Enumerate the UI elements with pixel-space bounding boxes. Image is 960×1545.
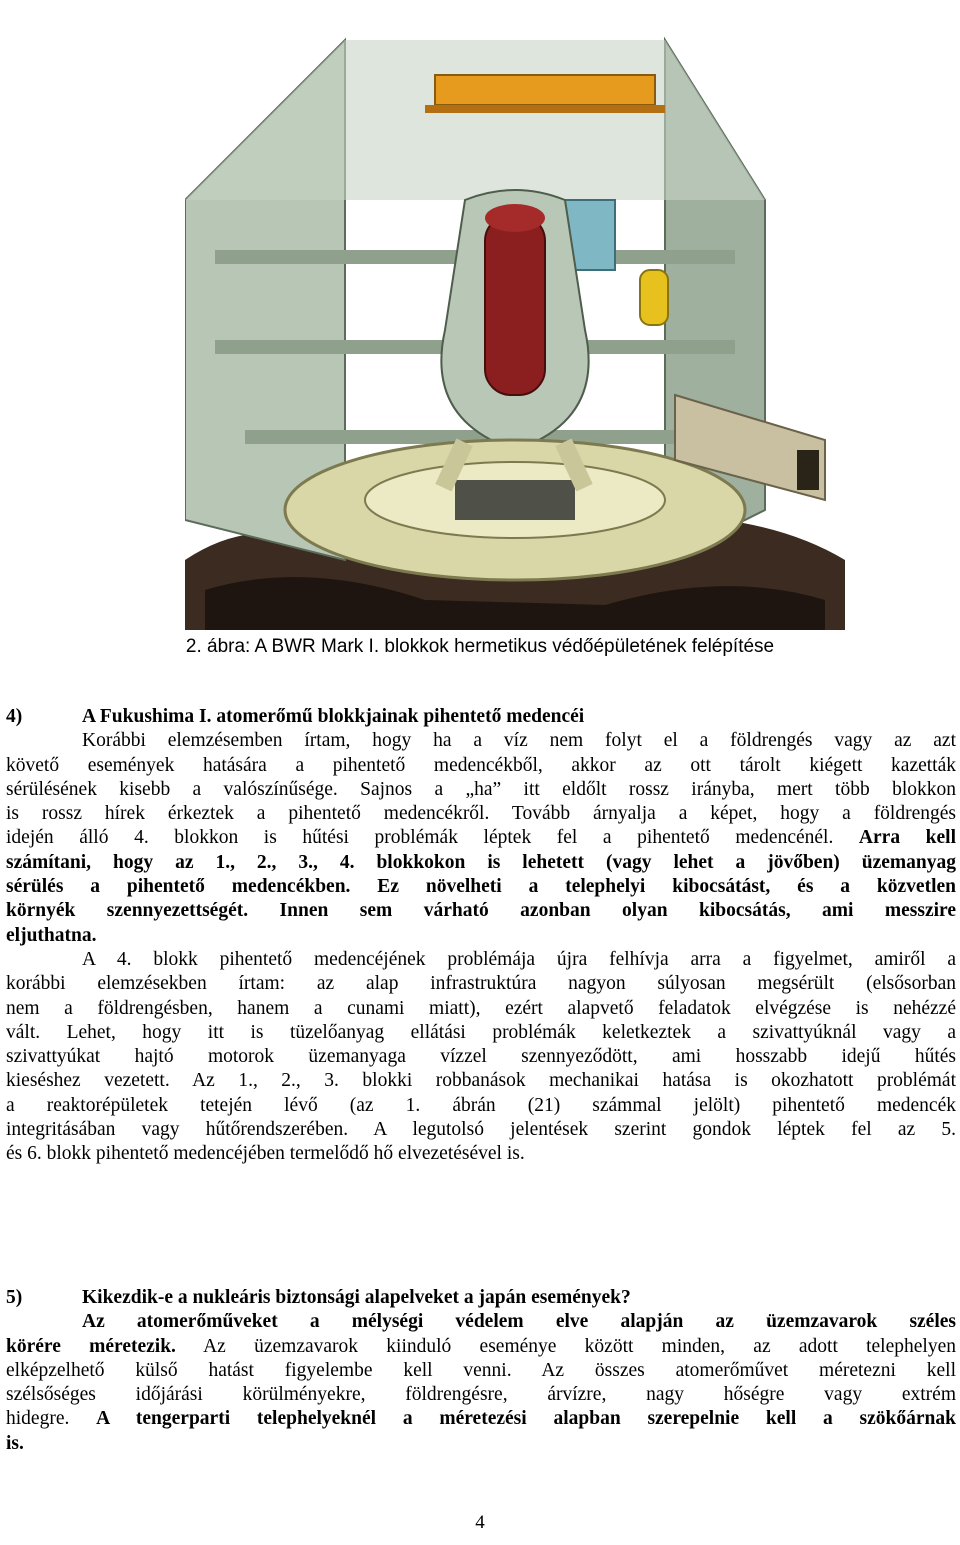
paragraph-bold-line: eljuthatna. [6,924,97,946]
equipment-tank [640,270,668,325]
building-roof [185,40,765,200]
paragraph-bold-line: környék szennyezettségét. Innen sem várható azonban olyan kibocsátás, ami messzire [6,900,956,922]
paragraph-bold-line: is. [6,1432,24,1454]
paragraph-text: idején álló 4. blokkon is hűtési problémák léptek fel a pihentető medencénél. [6,827,834,849]
tunnel-opening [797,450,819,490]
reactor-pressure-vessel [485,215,545,395]
paragraph-line: sérülésének kisebb a valószínűsége. Sajnos a „ha” itt eldőlt rossz irányba, mert több blokkon [6,778,956,800]
paragraph-line: is rossz hírek érkeztek a pihentető medencékről. Tovább árnyalja a képet, hogy a földrengés [6,803,956,825]
crane-rail [425,105,665,113]
figure-caption: 2. ábra: A BWR Mark I. blokkok hermetikus védőépületének felépítése [185,636,775,657]
bwr-mark-i-cutaway-figure [185,0,845,630]
paragraph-line: elképzelhető külső hatást figyelembe kell venni. Az összes atomerőművet méretezni kell [6,1359,956,1381]
vessel-head [485,204,545,232]
paragraph-line: és 6. blokk pihentető medencéjében termelődő hő elvezetésével is. [6,1143,525,1165]
section-5-number: 5) [6,1287,23,1308]
paragraph-line: integritásában vagy hűtőrendszerében. A legutolsó jelentések szerint gondok léptek fel az 5. [6,1119,956,1141]
paragraph-line: követő események hatására a pihentető medencékből, akkor az ott tárolt kiégett kazetták [6,754,956,776]
paragraph-line: szélsőséges időjárási körülményekre, földrengésre, árvízre, nagy hőségre vagy extrém [6,1384,956,1406]
paragraph-line: a reaktorépületek tetején lévő (az 1. ábrán (21) számmal jelölt) pihentető medencék [6,1094,956,1116]
paragraph-line-mixed [6,1335,956,1359]
paragraph-bold-text: A tengerparti telephelyeknél a méretezési alapban szerepelnie kell a szökőárnak [96,1408,956,1430]
section-4-title: A Fukushima I. atomerőmű blokkjainak pihentető medencéi [82,706,585,727]
section-4-number: 4) [6,706,23,727]
paragraph-bold-line: sérülés a pihentető medencékben. Ez növelheti a telephelyi kibocsátást, és a közvetlen [6,876,956,898]
paragraph-bold-line: Az atomerőműveket a mélységi védelem elve alapján az üzemzavarok széles [82,1311,956,1333]
section-5-title: Kikezdik-e a nukleáris biztonsági alapelveket a japán események? [82,1287,631,1308]
paragraph-bold-line: számítani, hogy az 1., 2., 3., 4. blokkokon is lehetett (vagy lehet a jövőben) üzemanyag [6,851,956,873]
paragraph-line: szivattyúkat hajtó motorok üzemanyaga vízzel szennyeződött, ami hosszabb idejű hűtés [6,1046,956,1068]
paragraph-text: hidegre. [6,1408,97,1430]
paragraph-line: vált. Lehet, hogy itt is tüzelőanyag ellátási problémák keletkeztek a szivattyúknál vagy a [6,1021,956,1043]
paragraph-line: kieséshez vezetett. Az 1., 2., 3. blokki robbanások mechanikai hatása is okozhatott problémát [6,1070,956,1092]
paragraph-line: korábbi elemzésekben írtam: az alap infrastruktúra nagyon súlyosan megsérült (elsősorban [6,973,956,995]
paragraph-bold-text: Arra kell [858,827,956,849]
paragraph-line-mixed [6,1407,956,1431]
torus-cutaway [455,480,575,520]
section-4-heading [6,705,956,729]
section-5-heading [6,1286,956,1310]
paragraph-line: nem a földrengésben, hanem a cunami miatt), ezért alapvető feladatok elvégzése is nehézzé [6,997,956,1019]
overhead-crane [435,75,655,105]
paragraph-bold-text: körére méretezik. [6,1335,176,1357]
section-4 [6,705,956,1167]
paragraph-text: Az üzemzavarok kiinduló eseménye között minden, az adott telephelyen [175,1335,956,1357]
paragraph-line: A 4. blokk pihentető medencéjének problémája újra felhívja arra a figyelmet, amiről a [82,948,956,970]
page-number: 4 [475,1512,485,1533]
paragraph-line: Korábbi elemzésemben írtam, hogy ha a víz nem folyt el a földrengés vagy az azt [82,730,956,752]
paragraph-line-mixed [6,826,956,850]
section-5 [6,1286,956,1456]
